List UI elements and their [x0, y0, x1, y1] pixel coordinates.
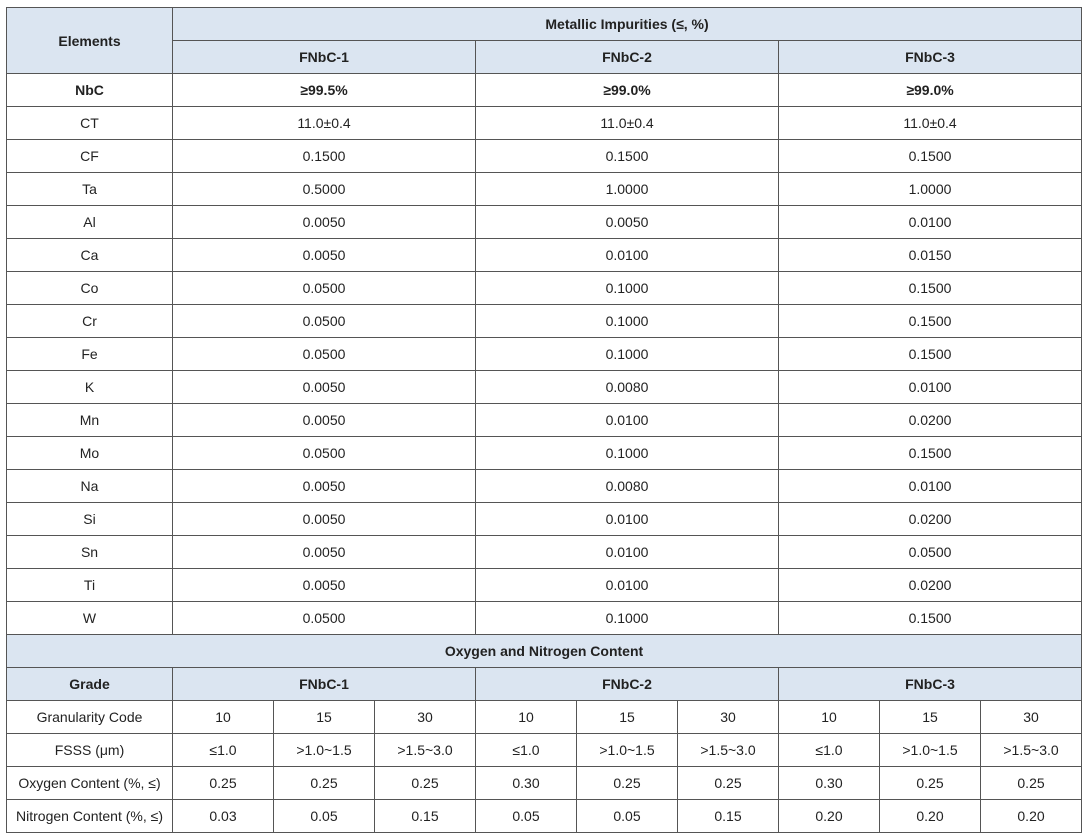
- impurity-value: 11.0±0.4: [173, 107, 476, 140]
- property-value: >1.0~1.5: [880, 734, 981, 767]
- property-label: FSSS (μm): [7, 734, 173, 767]
- element-label: Cr: [7, 305, 173, 338]
- impurity-value: 0.0050: [173, 371, 476, 404]
- element-label: K: [7, 371, 173, 404]
- property-label: Granularity Code: [7, 701, 173, 734]
- impurity-value: 0.0100: [476, 569, 779, 602]
- impurity-value: 0.1000: [476, 305, 779, 338]
- property-value: ≤1.0: [476, 734, 577, 767]
- element-label: Ta: [7, 173, 173, 206]
- impurity-value: 0.1500: [476, 140, 779, 173]
- impurity-value: 0.0050: [173, 239, 476, 272]
- property-value: 15: [880, 701, 981, 734]
- impurity-value: 0.0150: [779, 239, 1082, 272]
- property-value: 0.20: [880, 800, 981, 833]
- impurity-value: 0.0100: [476, 503, 779, 536]
- impurity-value: 1.0000: [476, 173, 779, 206]
- grade-header: FNbC-2: [476, 668, 779, 701]
- property-value: 10: [173, 701, 274, 734]
- element-label: Si: [7, 503, 173, 536]
- table-row: [7, 371, 1082, 404]
- element-label: Mo: [7, 437, 173, 470]
- property-value: >1.5~3.0: [375, 734, 476, 767]
- impurity-value: 0.0050: [173, 569, 476, 602]
- grade-header: FNbC-2: [476, 41, 779, 74]
- property-value: >1.5~3.0: [678, 734, 779, 767]
- impurity-value: 0.1500: [779, 140, 1082, 173]
- impurity-value: 0.0050: [173, 470, 476, 503]
- table-row: [7, 767, 1082, 800]
- impurity-value: 0.0100: [779, 371, 1082, 404]
- property-value: 30: [981, 701, 1082, 734]
- impurity-value: 0.1500: [779, 305, 1082, 338]
- impurity-value: 0.0050: [173, 503, 476, 536]
- property-label: Oxygen Content (%, ≤): [7, 767, 173, 800]
- table-row: [7, 74, 1082, 107]
- table-row: [7, 206, 1082, 239]
- property-value: 15: [274, 701, 375, 734]
- metals-header-row: [7, 8, 1082, 41]
- impurity-value: 0.1500: [173, 140, 476, 173]
- impurity-value: 0.0500: [173, 305, 476, 338]
- elements-header: Elements: [7, 8, 173, 74]
- property-value: 0.30: [476, 767, 577, 800]
- impurity-value: 1.0000: [779, 173, 1082, 206]
- oxygen-nitrogen-header: Oxygen and Nitrogen Content: [7, 635, 1082, 668]
- element-label: NbC: [7, 74, 173, 107]
- table-row: [7, 305, 1082, 338]
- table-row: [7, 437, 1082, 470]
- element-label: CT: [7, 107, 173, 140]
- impurity-value: 0.0200: [779, 404, 1082, 437]
- grade-label-header: Grade: [7, 668, 173, 701]
- impurity-value: 0.0100: [476, 239, 779, 272]
- property-value: 10: [779, 701, 880, 734]
- impurity-value: 0.0500: [779, 536, 1082, 569]
- property-value: 0.25: [981, 767, 1082, 800]
- impurity-value: 11.0±0.4: [779, 107, 1082, 140]
- impurity-value: 0.1500: [779, 437, 1082, 470]
- impurity-value: 0.0050: [173, 206, 476, 239]
- property-value: 0.05: [476, 800, 577, 833]
- table-row: [7, 239, 1082, 272]
- impurity-value: 0.0050: [173, 404, 476, 437]
- property-value: 0.15: [375, 800, 476, 833]
- impurity-value: 0.1000: [476, 272, 779, 305]
- grade-header: FNbC-3: [779, 668, 1082, 701]
- impurity-value: 0.1000: [476, 437, 779, 470]
- impurity-value: 0.1500: [779, 602, 1082, 635]
- impurity-value: 0.0500: [173, 338, 476, 371]
- element-label: Sn: [7, 536, 173, 569]
- property-value: 0.25: [375, 767, 476, 800]
- property-value: 0.25: [274, 767, 375, 800]
- property-value: 0.25: [577, 767, 678, 800]
- table-row: [7, 536, 1082, 569]
- impurity-value: 0.0100: [779, 206, 1082, 239]
- property-value: 0.25: [173, 767, 274, 800]
- property-value: 15: [577, 701, 678, 734]
- property-value: 30: [678, 701, 779, 734]
- impurity-value: 0.0100: [476, 404, 779, 437]
- impurity-value: 0.0500: [173, 602, 476, 635]
- table-row: [7, 734, 1082, 767]
- table-row: [7, 272, 1082, 305]
- table-row: [7, 107, 1082, 140]
- impurity-value: 0.0050: [173, 536, 476, 569]
- table-row: [7, 602, 1082, 635]
- impurity-value: 0.0200: [779, 569, 1082, 602]
- table-row: [7, 338, 1082, 371]
- impurities-table: [6, 7, 1082, 833]
- element-label: Mn: [7, 404, 173, 437]
- metallic-impurities-header: Metallic Impurities (≤, %): [173, 8, 1082, 41]
- property-value: >1.0~1.5: [577, 734, 678, 767]
- element-label: Co: [7, 272, 173, 305]
- impurity-value: 0.1500: [779, 338, 1082, 371]
- property-value: 0.20: [981, 800, 1082, 833]
- table-row: [7, 173, 1082, 206]
- impurity-value: 0.0050: [476, 206, 779, 239]
- property-value: 0.15: [678, 800, 779, 833]
- property-value: 0.25: [678, 767, 779, 800]
- table-row: [7, 470, 1082, 503]
- element-label: W: [7, 602, 173, 635]
- property-value: 0.25: [880, 767, 981, 800]
- impurity-value: 11.0±0.4: [476, 107, 779, 140]
- table-row: [7, 701, 1082, 734]
- impurity-value: 0.0500: [173, 437, 476, 470]
- impurity-value: 0.1000: [476, 602, 779, 635]
- impurity-value: 0.1000: [476, 338, 779, 371]
- element-label: Al: [7, 206, 173, 239]
- grade-header: FNbC-1: [173, 668, 476, 701]
- property-value: 30: [375, 701, 476, 734]
- property-value: 0.20: [779, 800, 880, 833]
- property-value: 0.30: [779, 767, 880, 800]
- table-row: [7, 800, 1082, 833]
- impurity-value: ≥99.0%: [779, 74, 1082, 107]
- property-value: ≤1.0: [173, 734, 274, 767]
- impurity-value: ≥99.0%: [476, 74, 779, 107]
- element-label: Ti: [7, 569, 173, 602]
- element-label: Ca: [7, 239, 173, 272]
- grade-header: FNbC-1: [173, 41, 476, 74]
- property-value: ≤1.0: [779, 734, 880, 767]
- property-value: 0.05: [274, 800, 375, 833]
- table-row: [7, 140, 1082, 173]
- element-label: Na: [7, 470, 173, 503]
- table-row: [7, 503, 1082, 536]
- impurity-value: 0.0080: [476, 371, 779, 404]
- impurity-value: 0.0080: [476, 470, 779, 503]
- property-value: 0.03: [173, 800, 274, 833]
- property-label: Nitrogen Content (%, ≤): [7, 800, 173, 833]
- impurity-value: 0.0100: [779, 470, 1082, 503]
- property-value: >1.5~3.0: [981, 734, 1082, 767]
- impurity-value: ≥99.5%: [173, 74, 476, 107]
- impurity-value: 0.1500: [779, 272, 1082, 305]
- property-value: 10: [476, 701, 577, 734]
- impurity-value: 0.0200: [779, 503, 1082, 536]
- property-value: 0.05: [577, 800, 678, 833]
- grade-header: FNbC-3: [779, 41, 1082, 74]
- element-label: Fe: [7, 338, 173, 371]
- table-row: [7, 404, 1082, 437]
- impurity-value: 0.0100: [476, 536, 779, 569]
- oxygen-grade-row: [7, 668, 1082, 701]
- impurity-value: 0.0500: [173, 272, 476, 305]
- property-value: >1.0~1.5: [274, 734, 375, 767]
- impurity-value: 0.5000: [173, 173, 476, 206]
- table-row: [7, 569, 1082, 602]
- element-label: CF: [7, 140, 173, 173]
- oxygen-section-row: [7, 635, 1082, 668]
